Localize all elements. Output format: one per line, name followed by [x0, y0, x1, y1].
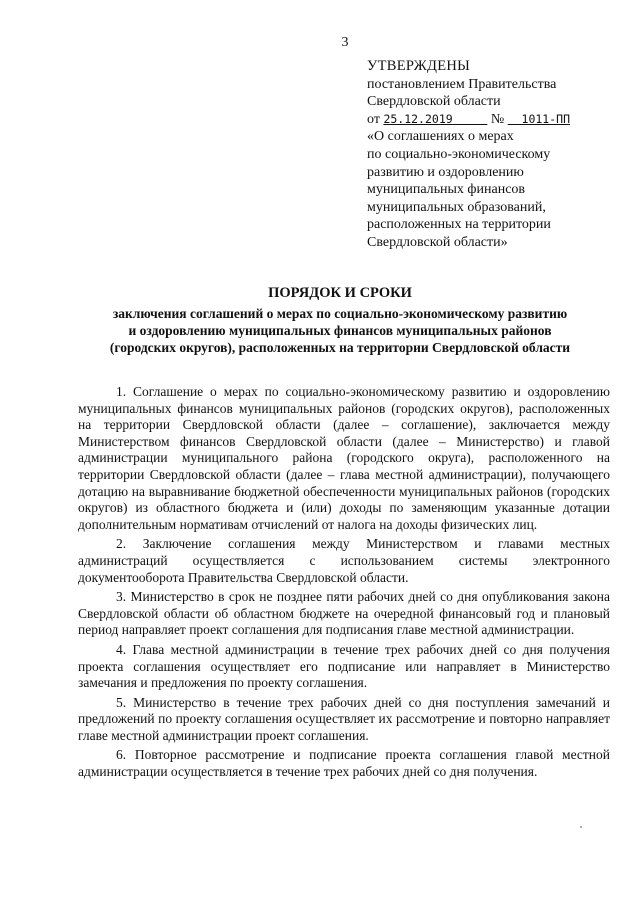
approval-date: 25.12.2019: [383, 111, 453, 126]
paragraph-3: 3. Министерство в срок не позднее пяти рабочих дней со дня опубликования закона Свердловской области об областном бюджете на очередной финансовый год и плановый период направляет проект соглашения для подписания главе местной администрации.: [78, 589, 610, 638]
approval-line-2: Свердловской области: [367, 94, 501, 110]
approval-title-line-6: расположенных на территории: [367, 217, 551, 233]
approval-line-1: постановлением Правительства: [367, 76, 557, 92]
document-title: [70, 283, 610, 357]
approval-title-line-5: муниципальных образований,: [367, 199, 546, 215]
approval-title-line-2: по социально-экономическому: [367, 146, 551, 162]
approval-title-line-1: «О соглашениях о мерах: [367, 129, 514, 145]
approval-title-line-4: муниципальных финансов: [367, 182, 526, 198]
title-sub-line-2: и оздоровлению муниципальных финансов муниципальных районов: [128, 323, 552, 339]
title-main: ПОРЯДОК И СРОКИ: [268, 285, 412, 301]
approval-title-line-3: развитию и оздоровлению: [367, 164, 524, 180]
paragraph-5: 5. Министерство в течение трех рабочих дней со дня поступления замечаний и предложений по проекту соглашения осуществляет их рассмотрение и повторно направляет главе местной администрации проект соглашения.: [78, 694, 610, 743]
paragraph-1: 1. Соглашение о мерах по социально-экономическому развитию и оздоровлению муниципальных финансов муниципальных районов (городских округов), расположенных на территории Свердловской области (далее – соглашение), заключается между Министерством финансов Свердловской области (далее – Министерство) и главой администрации муниципального района (городского округа), расположенного на территории Свердловской области (далее – глава местной администрации), получающего дотацию на выравнивание бюджетной обеспеченности муниципальных районов (городских округов) из областного бюджета и (или) доходы по заменяющим указанные дотации дополнительным нормативам отчислений от налога на доходы физических лиц.: [78, 384, 610, 532]
page-number: 3: [341, 35, 349, 50]
paragraph-2: 2. Заключение соглашения между Министерством и главами местных администраций осуществляется с использованием системы электронного документооборота Правительства Свердловской области.: [78, 536, 610, 585]
paragraph-6: 6. Повторное рассмотрение и подписание проекта соглашения главой местной администрации осуществляется в течение трех рабочих дней со дня получения.: [78, 747, 610, 780]
title-sub-line-1: заключения соглашений о мерах по социально-экономическому развитию: [112, 306, 568, 321]
scan-speck: [580, 826, 582, 828]
date-prefix: от: [367, 111, 380, 127]
number-prefix: №: [490, 111, 505, 127]
title-sub-line-3: (городских округов), расположенных на территории Свердловской области: [109, 340, 571, 356]
approval-heading: УТВЕРЖДЕНЫ: [367, 58, 471, 74]
document-body: [78, 384, 610, 784]
approval-title-line-7: Свердловской области»: [367, 234, 508, 250]
approval-date-line: [367, 111, 627, 129]
paragraph-4: 4. Глава местной администрации в течение трех рабочих дней со дня получения проекта соглашения осуществляет его подписание или направляет в Министерство замечания и предложения по проекту соглашения.: [78, 641, 610, 691]
approval-number: 1011-ПП: [521, 111, 570, 126]
approval-stamp: [367, 58, 627, 252]
